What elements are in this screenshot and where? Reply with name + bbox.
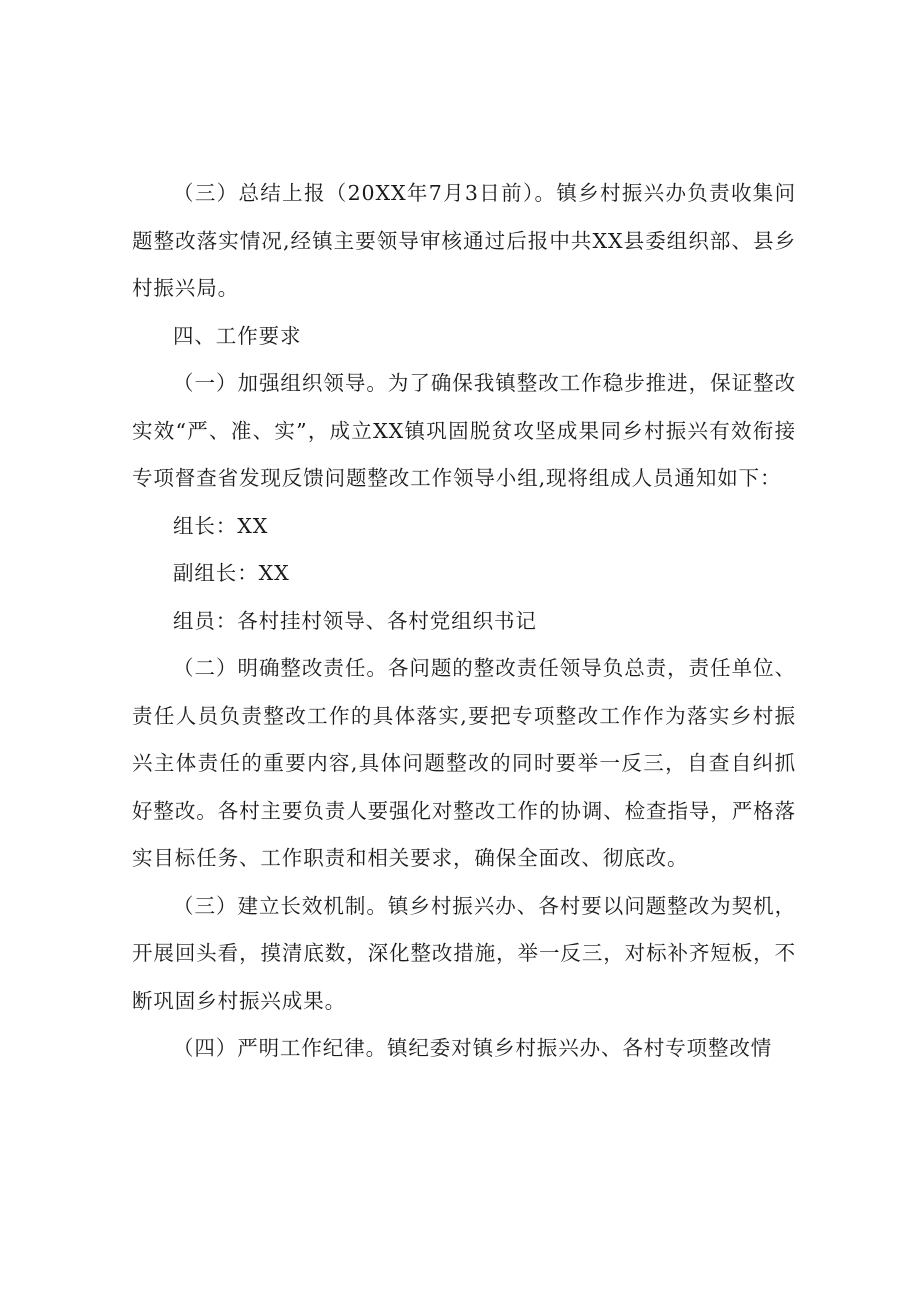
paragraph-group-leader: 组长：XX: [173, 513, 269, 538]
document-body: [132, 170, 796, 1073]
paragraph-long-term-mechanism: （三）建立长效机制。镇乡村振兴办、各村要以问题整改为契机，开展回头看，摸清底数，深化整改措施，举一反三，对标补齐短板，不断巩固乡村振兴成果。: [132, 893, 796, 1013]
paragraph-summary-report: （三）总结上报（20XX年7月3日前）。镇乡村振兴办负责收集问题整改落实情况,经镇主要领导审核通过后报中共XX县委组织部、县乡村振兴局。: [132, 181, 796, 300]
paragraph-strengthen-leadership: （一）加强组织领导。为了确保我镇整改工作稳步推进，保证整改实效“严、准、实”，成立XX镇巩固脱贫攻坚成果同乡村振兴有效衔接专项督查省发现反馈问题整改工作领导小组,现将组成人员通知如下：: [132, 371, 796, 490]
section-heading-work-requirements: 四、工作要求: [173, 323, 302, 348]
paragraph-clarify-responsibility: （二）明确整改责任。各问题的整改责任领导负总责，责任单位、责任人员负责整改工作的具体落实,要把专项整改工作作为落实乡村振兴主体责任的重要内容,具体问题整改的同时要举一反三，自查自纠抓好整改。各村主要负责人要强化对整改工作的协调、检查指导，严格落实目标任务、工作职责和相关要求，确保全面改、彻底改。: [132, 656, 796, 870]
paragraph-deputy-group-leader: 副组长：XX: [173, 561, 290, 585]
paragraph-work-discipline: （四）严明工作纪律。镇纪委对镇乡村振兴办、各村专项整改情: [173, 1036, 773, 1060]
paragraph-group-members: 组员：各村挂村领导、各村党组织书记: [173, 608, 537, 633]
